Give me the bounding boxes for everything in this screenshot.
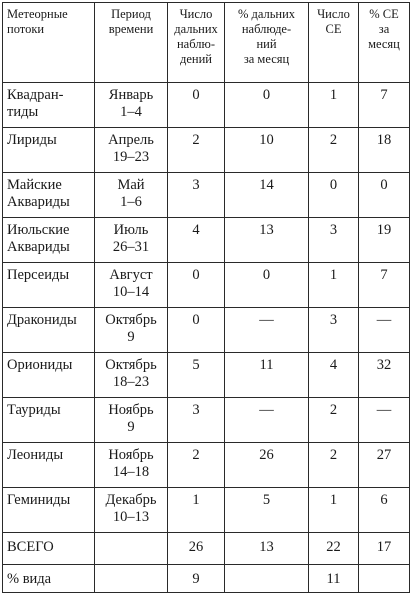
ce-percent-cell: 19 — [359, 218, 410, 263]
header-line: времени — [108, 22, 154, 36]
shower-name-cell-line: Майские — [7, 177, 62, 193]
ce-count-cell: 2 — [309, 398, 359, 443]
period-cell-line: Январь — [108, 87, 154, 103]
period-cell-line: 18–23 — [112, 374, 150, 390]
period-cell — [95, 398, 168, 443]
shower-name-cell-line: Июльские — [7, 222, 70, 238]
header-line: наблюде- — [241, 22, 292, 36]
far-percent-cell: 5 — [225, 488, 309, 533]
shower-name-cell-line: тиды — [7, 104, 39, 120]
ce-percent-cell: 27 — [359, 443, 410, 488]
header-line: месяц — [368, 37, 400, 51]
ce-count-cell: 0 — [309, 173, 359, 218]
table-row — [3, 443, 410, 488]
shower-name-cell — [3, 353, 95, 398]
header-line: % СЕ — [369, 7, 399, 21]
total-row-period — [95, 533, 168, 565]
ce-count-cell: 1 — [309, 488, 359, 533]
far-count-cell: 2 — [168, 443, 225, 488]
shower-name-cell-line: Квадран- — [7, 87, 64, 103]
period-cell-line: 19–23 — [112, 149, 150, 165]
shower-name-cell — [3, 398, 95, 443]
far-count-cell: 0 — [168, 83, 225, 128]
period-cell-line: 10–13 — [112, 509, 150, 525]
period-cell-line: Ноябрь — [108, 447, 154, 463]
shower-name-cell-line: Геминиды — [7, 492, 71, 508]
period-cell — [95, 308, 168, 353]
table-row — [3, 83, 410, 128]
ce-percent-cell: 6 — [359, 488, 410, 533]
header-cell-ce-count — [309, 3, 359, 83]
period-cell — [95, 443, 168, 488]
ce-count-cell: 3 — [309, 218, 359, 263]
period-cell-line: 1–4 — [120, 104, 142, 120]
far-percent-cell: — — [225, 308, 309, 353]
shower-name-cell — [3, 128, 95, 173]
far-percent-cell: 11 — [225, 353, 309, 398]
header-cell-showers — [3, 3, 95, 83]
ce-percent-cell: 32 — [359, 353, 410, 398]
period-cell — [95, 218, 168, 263]
far-count-cell: 2 — [168, 128, 225, 173]
header-line: Метеорные — [7, 7, 68, 21]
table-row — [3, 263, 410, 308]
header-line: потоки — [7, 22, 45, 36]
total-row-far-percent: 13 — [225, 533, 309, 565]
period-cell-line: 10–14 — [112, 284, 150, 300]
shower-name-cell — [3, 218, 95, 263]
shower-name-cell-line: Тауриды — [7, 402, 61, 418]
header-line: ний — [256, 37, 277, 51]
far-percent-cell: 13 — [225, 218, 309, 263]
far-count-cell: 1 — [168, 488, 225, 533]
share-row — [3, 565, 410, 593]
period-cell-line: Апрель — [108, 132, 154, 148]
far-percent-cell: — — [225, 398, 309, 443]
shower-name-cell — [3, 488, 95, 533]
header-line: Число — [179, 7, 213, 21]
period-cell-line: Октябрь — [105, 357, 157, 373]
ce-count-cell: 1 — [309, 83, 359, 128]
period-cell — [95, 488, 168, 533]
period-cell-line: 26–31 — [112, 239, 150, 255]
share-row-ce-percent — [359, 565, 410, 593]
header-line: наблю- — [176, 37, 216, 51]
header-cell-ce-percent — [359, 3, 410, 83]
period-cell — [95, 263, 168, 308]
far-count-cell: 0 — [168, 263, 225, 308]
shower-name-cell-line: Дракониды — [7, 312, 77, 328]
table-row — [3, 398, 410, 443]
share-row-label: % вида — [3, 565, 95, 593]
ce-percent-cell: 7 — [359, 263, 410, 308]
total-row-far-count: 26 — [168, 533, 225, 565]
period-cell-line: 14–18 — [112, 464, 150, 480]
ce-count-cell: 2 — [309, 128, 359, 173]
ce-count-cell: 3 — [309, 308, 359, 353]
period-cell — [95, 353, 168, 398]
shower-name-cell-line: Лириды — [7, 132, 57, 148]
ce-percent-cell: — — [359, 398, 410, 443]
header-line: СЕ — [325, 22, 342, 36]
period-cell-line: 9 — [127, 419, 135, 435]
far-count-cell: 5 — [168, 353, 225, 398]
share-row-far-percent — [225, 565, 309, 593]
shower-name-cell-line: Леониды — [7, 447, 64, 463]
far-percent-cell: 0 — [225, 263, 309, 308]
far-count-cell: 3 — [168, 173, 225, 218]
period-cell-line: Октябрь — [105, 312, 157, 328]
header-cell-far-percent — [225, 3, 309, 83]
shower-name-cell-line: Ориониды — [7, 357, 73, 373]
share-row-ce-count: 11 — [309, 565, 359, 593]
ce-percent-cell: 18 — [359, 128, 410, 173]
far-percent-cell: 10 — [225, 128, 309, 173]
table-row — [3, 353, 410, 398]
ce-count-cell: 1 — [309, 263, 359, 308]
total-row-ce-count: 22 — [309, 533, 359, 565]
ce-percent-cell: 7 — [359, 83, 410, 128]
header-line: за — [378, 22, 390, 36]
far-percent-cell: 26 — [225, 443, 309, 488]
ce-percent-cell: 0 — [359, 173, 410, 218]
period-cell-line: Май — [117, 177, 145, 193]
header-line: Число — [317, 7, 350, 21]
far-percent-cell: 0 — [225, 83, 309, 128]
ce-percent-cell: — — [359, 308, 410, 353]
period-cell-line: Ноябрь — [108, 402, 154, 418]
meteor-showers-table — [2, 2, 410, 593]
far-count-cell: 4 — [168, 218, 225, 263]
total-row-ce-percent: 17 — [359, 533, 410, 565]
header-row — [3, 3, 410, 83]
table-row — [3, 128, 410, 173]
header-cell-period — [95, 3, 168, 83]
ce-count-cell: 4 — [309, 353, 359, 398]
far-percent-cell: 14 — [225, 173, 309, 218]
shower-name-cell — [3, 308, 95, 353]
period-cell-line: 1–6 — [120, 194, 142, 210]
shower-name-cell — [3, 263, 95, 308]
ce-count-cell: 2 — [309, 443, 359, 488]
period-cell-line: Июль — [113, 222, 149, 238]
share-row-period — [95, 565, 168, 593]
shower-name-cell — [3, 443, 95, 488]
table-row — [3, 488, 410, 533]
table-row — [3, 308, 410, 353]
total-row-label: ВСЕГО — [3, 533, 95, 565]
table-body — [3, 83, 410, 593]
period-cell-line: Декабрь — [105, 492, 157, 508]
share-row-far-count: 9 — [168, 565, 225, 593]
header-cell-far-count — [168, 3, 225, 83]
table-row — [3, 173, 410, 218]
total-row — [3, 533, 410, 565]
period-cell-line: 9 — [127, 329, 135, 345]
shower-name-cell — [3, 83, 95, 128]
shower-name-cell-line: Аквариды — [7, 239, 70, 255]
period-cell — [95, 83, 168, 128]
shower-name-cell-line: Персеиды — [7, 267, 70, 283]
period-cell — [95, 173, 168, 218]
period-cell-line: Август — [109, 267, 153, 283]
shower-name-cell — [3, 173, 95, 218]
table-row — [3, 218, 410, 263]
period-cell — [95, 128, 168, 173]
header-line: Период — [111, 7, 151, 21]
header-line: дений — [180, 52, 212, 66]
header-line: за месяц — [243, 52, 290, 66]
far-count-cell: 0 — [168, 308, 225, 353]
far-count-cell: 3 — [168, 398, 225, 443]
header-line: дальних — [174, 22, 218, 36]
shower-name-cell-line: Аквариды — [7, 194, 70, 210]
header-line: % дальних — [237, 7, 296, 21]
